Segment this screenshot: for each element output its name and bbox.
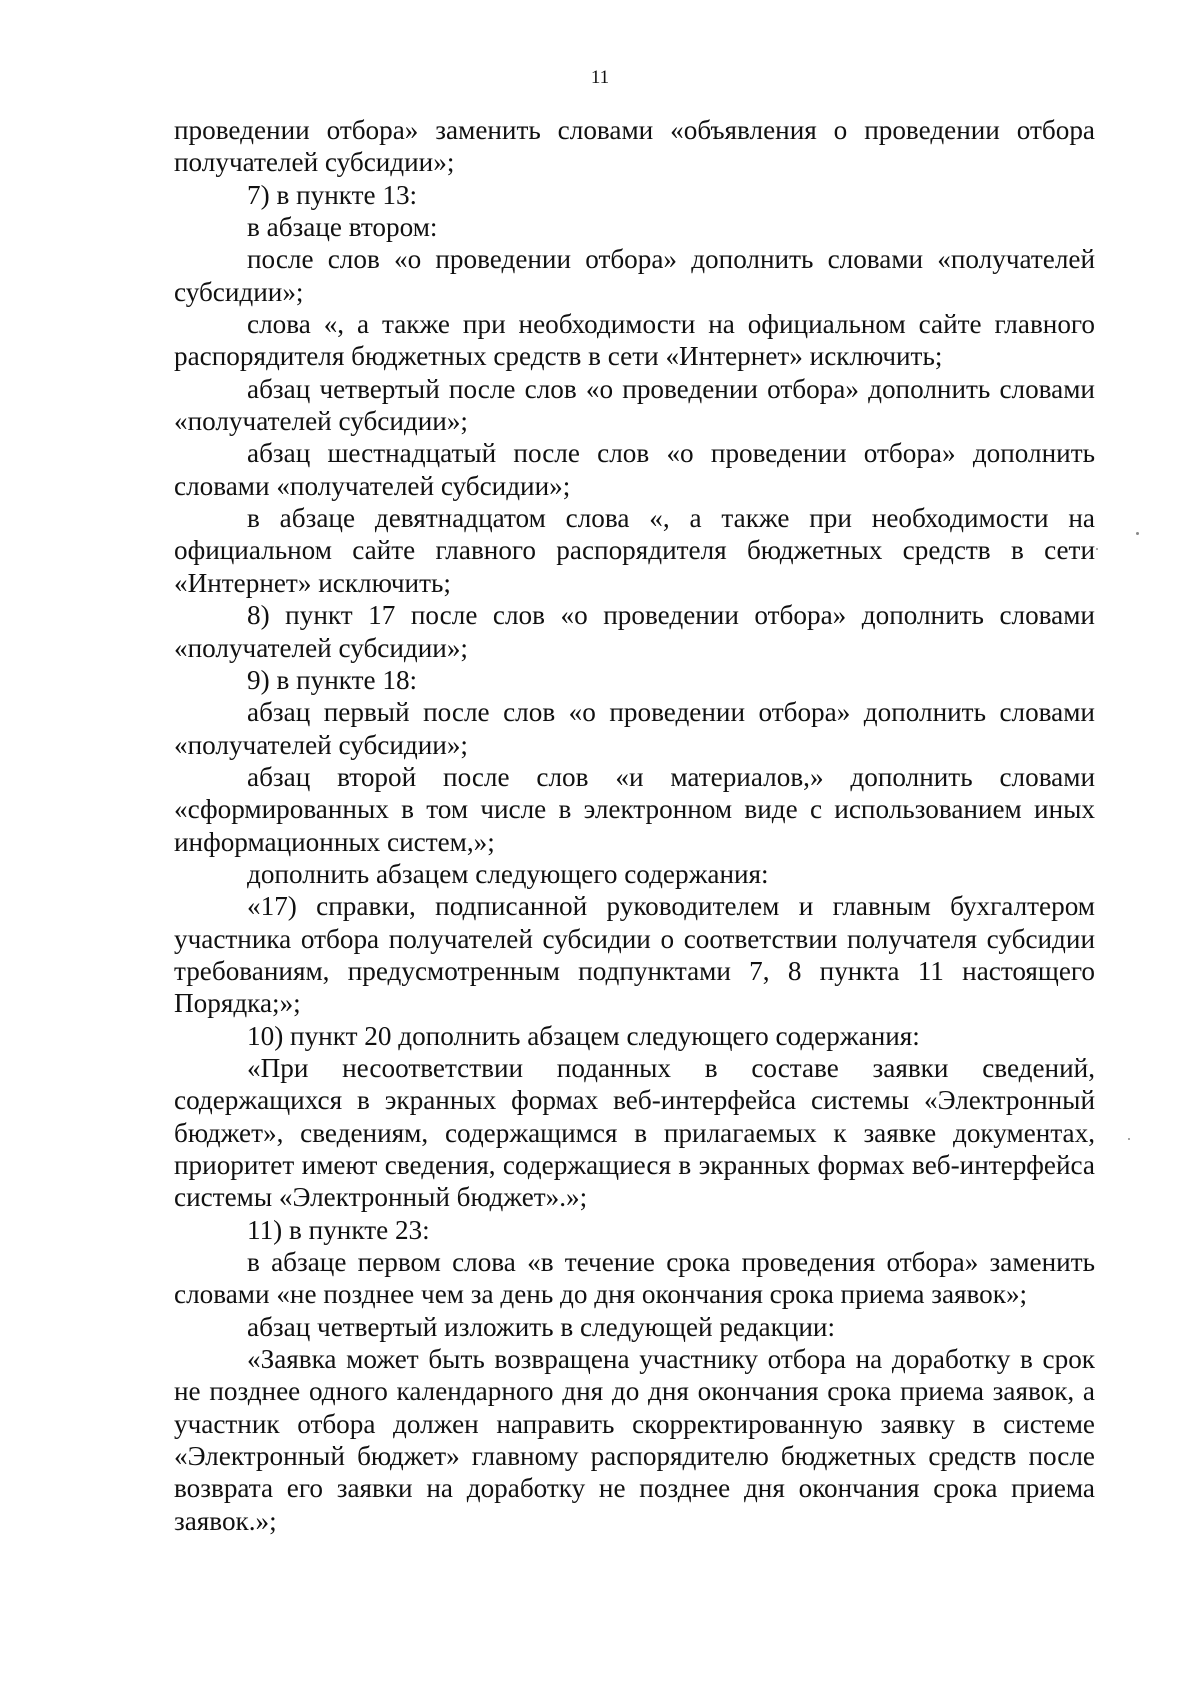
paragraph: дополнить абзацем следующего содержания: bbox=[247, 858, 769, 889]
paragraph: слова «, а также при необходимости на официальном сайте главного распорядителя бюджетных средств в сети «Интернет» исключить; bbox=[174, 309, 1095, 372]
scan-speck bbox=[1128, 1138, 1130, 1140]
paragraph-quote: «Заявка может быть возвращена участнику отбора на доработку в срок не позднее одного календарного дня до дня окончания срока приема заявок, а участник отбора должен направить скорректированную заявку в системе «Электронный бюджет» главному распорядителю бюджетных средств после возврата его заявки на доработку не позднее дня окончания срока приема заявок.»; bbox=[174, 1344, 1095, 1536]
scan-speck bbox=[1136, 532, 1139, 535]
scan-speck bbox=[1096, 548, 1098, 550]
paragraph-item-10: 10) пункт 20 дополнить абзацем следующего содержания: bbox=[247, 1020, 920, 1051]
paragraph: абзац шестнадцатый после слов «о проведении отбора» дополнить словами «получателей субсидии»; bbox=[174, 438, 1095, 501]
page-number: 11 bbox=[590, 67, 610, 88]
paragraph-item-8: 8) пункт 17 после слов «о проведении отбора» дополнить словами «получателей субсидии»; bbox=[174, 600, 1095, 663]
document-body bbox=[174, 114, 1095, 1537]
paragraph: абзац второй после слов «и материалов,» дополнить словами «сформированных в том числе в электронном виде с использованием иных информационных систем,»; bbox=[174, 761, 1095, 857]
paragraph-quote: «17) справки, подписанной руководителем и главным бухгалтером участника отбора получателей субсидии о соответствии получателя субсидии требованиям, предусмотренным подпунктами 7, 8 пункта 11 настоящего Порядка;»; bbox=[174, 891, 1095, 1019]
paragraph-item-7: 7) в пункте 13: bbox=[247, 179, 418, 210]
paragraph-quote: «При несоответствии поданных в составе заявки сведений, содержащихся в экранных формах веб-интерфейса системы «Электронный бюджет», сведениям, содержащимся в прилагаемых к заявке документах, приоритет имеют сведения, содержащиеся в экранных формах веб-интерфейса системы «Электронный бюджет».»; bbox=[174, 1052, 1095, 1213]
paragraph: в абзаце втором: bbox=[247, 212, 438, 243]
paragraph: после слов «о проведении отбора» дополнить словами «получателей субсидии»; bbox=[174, 244, 1095, 307]
paragraph-item-9: 9) в пункте 18: bbox=[247, 664, 418, 695]
paragraph: в абзаце первом слова «в течение срока проведения отбора» заменить словами «не позднее чем за день до дня окончания срока приема заявок»; bbox=[174, 1247, 1095, 1310]
paragraph: абзац первый после слов «о проведении отбора» дополнить словами «получателей субсидии»; bbox=[174, 697, 1095, 760]
paragraph-continuation: проведении отбора» заменить словами «объявления о проведении отбора получателей субсидии»; bbox=[174, 115, 1095, 178]
paragraph: абзац четвертый после слов «о проведении отбора» дополнить словами «получателей субсидии»; bbox=[174, 373, 1095, 437]
paragraph: в абзаце девятнадцатом слова «, а также при необходимости на официальном сайте главного распорядителя бюджетных средств в сети «Интернет» исключить; bbox=[174, 503, 1095, 598]
paragraph: абзац четвертый изложить в следующей редакции: bbox=[247, 1311, 836, 1342]
paragraph-item-11: 11) в пункте 23: bbox=[247, 1214, 430, 1245]
